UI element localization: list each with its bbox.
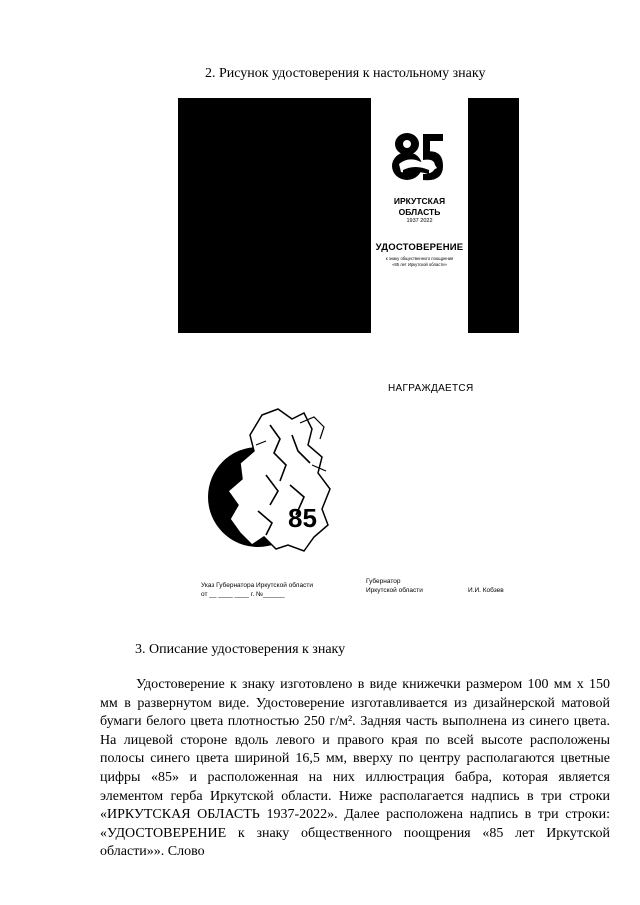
governor-line-1: Губернатор (366, 578, 401, 585)
awarded-label: НАГРАЖДАЕТСЯ (388, 383, 474, 394)
cover-subtitle-line2: «85 лет Иркутской области» (392, 262, 447, 267)
governor-line-2: Иркутской области (366, 587, 423, 594)
cover-subtitle (371, 256, 468, 268)
decree-line-2: от __ ____ ____ г. №______ (201, 591, 285, 598)
cover-front-panel (371, 98, 468, 333)
region-map-illustration (200, 405, 340, 555)
signature-name: И.И. Кобзев (468, 587, 504, 594)
anniversary-85-logo (371, 130, 468, 190)
cover-right-stripe (468, 98, 519, 333)
cover-years: 1937 2022 (406, 218, 433, 224)
section-3-heading: 3. Описание удостоверения к знаку (135, 642, 346, 657)
cover-subtitle-line1: к знаку общественного поощрения (385, 256, 454, 261)
cover-region-text (371, 196, 468, 218)
description-paragraph: Удостоверение к знаку изготовлено в виде книжечки размером 100 мм х 150 мм в развернутом виде. Удостоверение изготавливается из дизайнерской матовой бумаги белого цвета плотностью 250 г/м². Задняя часть выполнена из синего цвета. На лицевой стороне вдоль левого и правого края по всей высоте расположены полосы синего цвета шириной 16,5 мм, вверху по центру располагаются цветные цифры «85» и расположенная на них иллюстрация бабра, которая является элементом герба Иркутской области. Ниже располагается надпись в три строки «ИРКУТСКАЯ ОБЛАСТЬ 1937-2022». Далее расположена надпись в три строки: «УДОСТОВЕРЕНИЕ к знаку общественного поощрения «85 лет Иркутской области»». Слово (100, 677, 610, 860)
certificate-cover-image (178, 98, 519, 333)
cover-region-line2: ОБЛАСТЬ (398, 207, 441, 217)
section-2-heading: 2. Рисунок удостоверения к настольному знаку (205, 66, 486, 81)
inner-85-digits: 85 (288, 503, 317, 533)
decree-line-1: Указ Губернатора Иркутской области (201, 582, 313, 589)
cover-region-line1: ИРКУТСКАЯ (393, 196, 446, 206)
cover-title: УДОСТОВЕРЕНИЕ (375, 242, 464, 253)
